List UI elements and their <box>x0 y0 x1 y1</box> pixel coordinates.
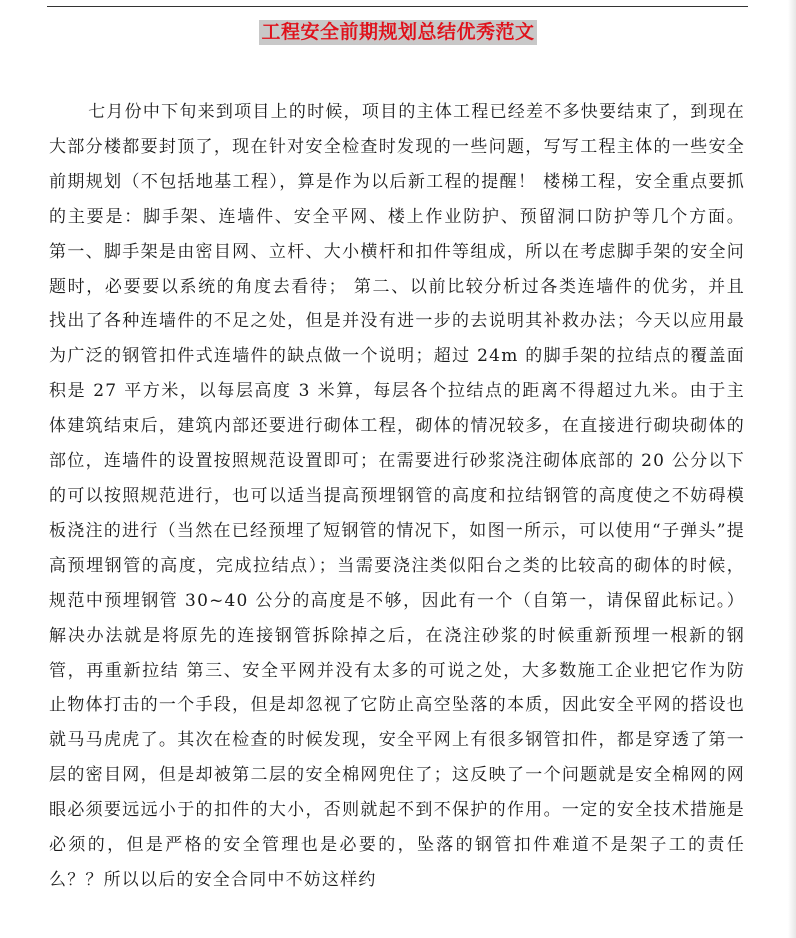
page-edge-shadow <box>788 0 796 938</box>
document-title: 工程安全前期规划总结优秀范文 <box>261 21 535 43</box>
top-border-line <box>47 6 748 7</box>
body-paragraph: 七月份中下旬来到项目上的时候，项目的主体工程已经差不多快要结束了，到现在大部分楼都要封顶了，现在针对安全检查时发现的一些问题，写写工程主体的一些安全前期规划（不包括地基工程），算是作为以后新工程的提醒！ 楼梯工程，安全重点要抓的主要是：脚手架、连墙件、安全平网、楼上作业防护、预留洞口防护等几个方面。 第一、脚手架是由密目网、立杆、大小横杆和扣件等组成，所以在考虑脚手架的安全问题时，必要要以系统的角度去看待； 第二、以前比较分析过各类连墙件的优劣，并且找出了各种连墙件的不足之处，但是并没有进一步的去说明其补救办法；今天以应用最为广泛的钢管扣件式连墙件的缺点做一个说明；超过 24m 的脚手架的拉结点的覆盖面积是 27 平方米，以每层高度 3 米算，每层各个拉结点的距离不得超过九米。由于主体建筑结束后，建筑内部还要进行砌体工程，砌体的情况较多，在直接进行砌块砌体的部位，连墙件的设置按照规范设置即可；在需要进行砂浆浇注砌体底部的 20 公分以下的可以按照规范进行，也可以适当提高预埋钢管的高度和拉结钢管的高度使之不妨碍模板浇注的进行（当然在已经预埋了短钢管的情况下，如图一所示，可以使用“子弹头”提高预埋钢管的高度，完成拉结点）；当需要浇注类似阳台之类的比较高的砌体的时候，规范中预埋钢管 30~40 公分的高度是不够，因此有一个（自第一，请保留此标记。）解决办法就是将原先的连接钢管拆除掉之后，在浇注砂浆的时候重新预埋一根新的钢管，再重新拉结 第三、安全平网并没有太多的可说之处，大多数施工企业把它作为防止物体打击的一个手段，但是却忽视了它防止高空坠落的本质，因此安全平网的搭设也就马马虎虎了。其次在检查的时候发现，安全平网上有很多钢管扣件，都是穿透了第一层的密目网，但是却被第二层的安全棉网兜住了；这反映了一个问题就是安全棉网的网眼必须要远远小于的扣件的大小，否则就起不到不保护的作用。一定的安全技术措施是必须的，但是严格的安全管理也是必要的，坠落的钢管扣件难道不是架子工的责任么？？所以以后的安全合同中不妨这样约 <box>49 102 745 890</box>
title-container <box>0 20 796 45</box>
